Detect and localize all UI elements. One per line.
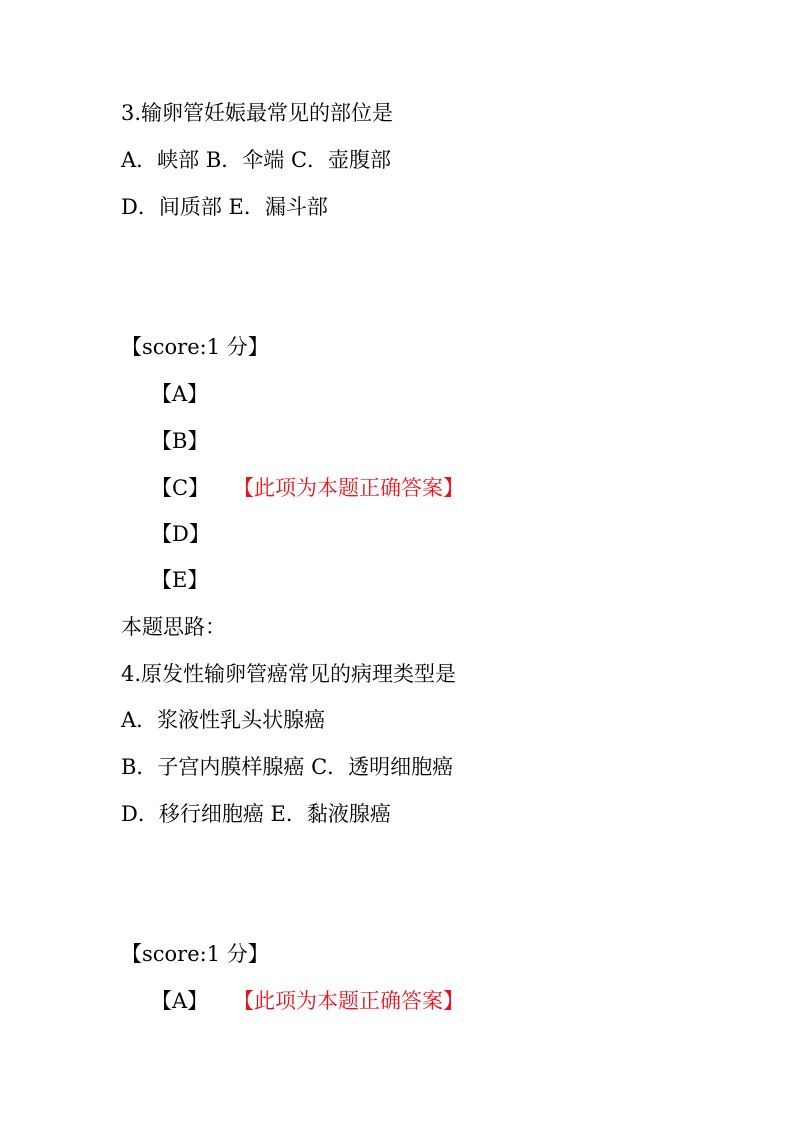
question-4-score: 【score:1 分】 (121, 942, 269, 966)
question-3-analysis-label: 本题思路： (121, 615, 226, 639)
question-4-text: 4.原发性输卵管癌常见的病理类型是 (121, 662, 457, 686)
question-3-choice-a[interactable]: 【A】 (151, 382, 209, 406)
question-4-choice-a[interactable]: 【A】 (151, 989, 209, 1013)
question-4-correct-answer-tag: 【此项为本题正确答案】 (233, 989, 464, 1013)
question-3-choice-b[interactable]: 【B】 (151, 429, 209, 453)
question-3-score: 【score:1 分】 (121, 335, 269, 359)
question-3-choice-d[interactable]: 【D】 (151, 522, 210, 546)
question-3-options-a-c: A．峡部 B．伞端 C．壶腹部 (121, 148, 392, 172)
question-4-option-a: A．浆液性乳头状腺癌 (121, 708, 326, 732)
question-3-correct-answer-tag: 【此项为本题正确答案】 (233, 476, 464, 500)
question-3-text: 3.输卵管妊娠最常见的部位是 (121, 101, 394, 125)
question-3-options-d-e: D．间质部 E．漏斗部 (121, 195, 328, 219)
question-4-options-b-c: B．子宫内膜样腺癌 C．透明细胞癌 (121, 755, 454, 779)
question-3-choice-c[interactable]: 【C】 (151, 476, 210, 500)
question-4-options-d-e: D．移行细胞癌 E．黏液腺癌 (121, 802, 391, 826)
question-3-choice-e[interactable]: 【E】 (151, 568, 209, 592)
